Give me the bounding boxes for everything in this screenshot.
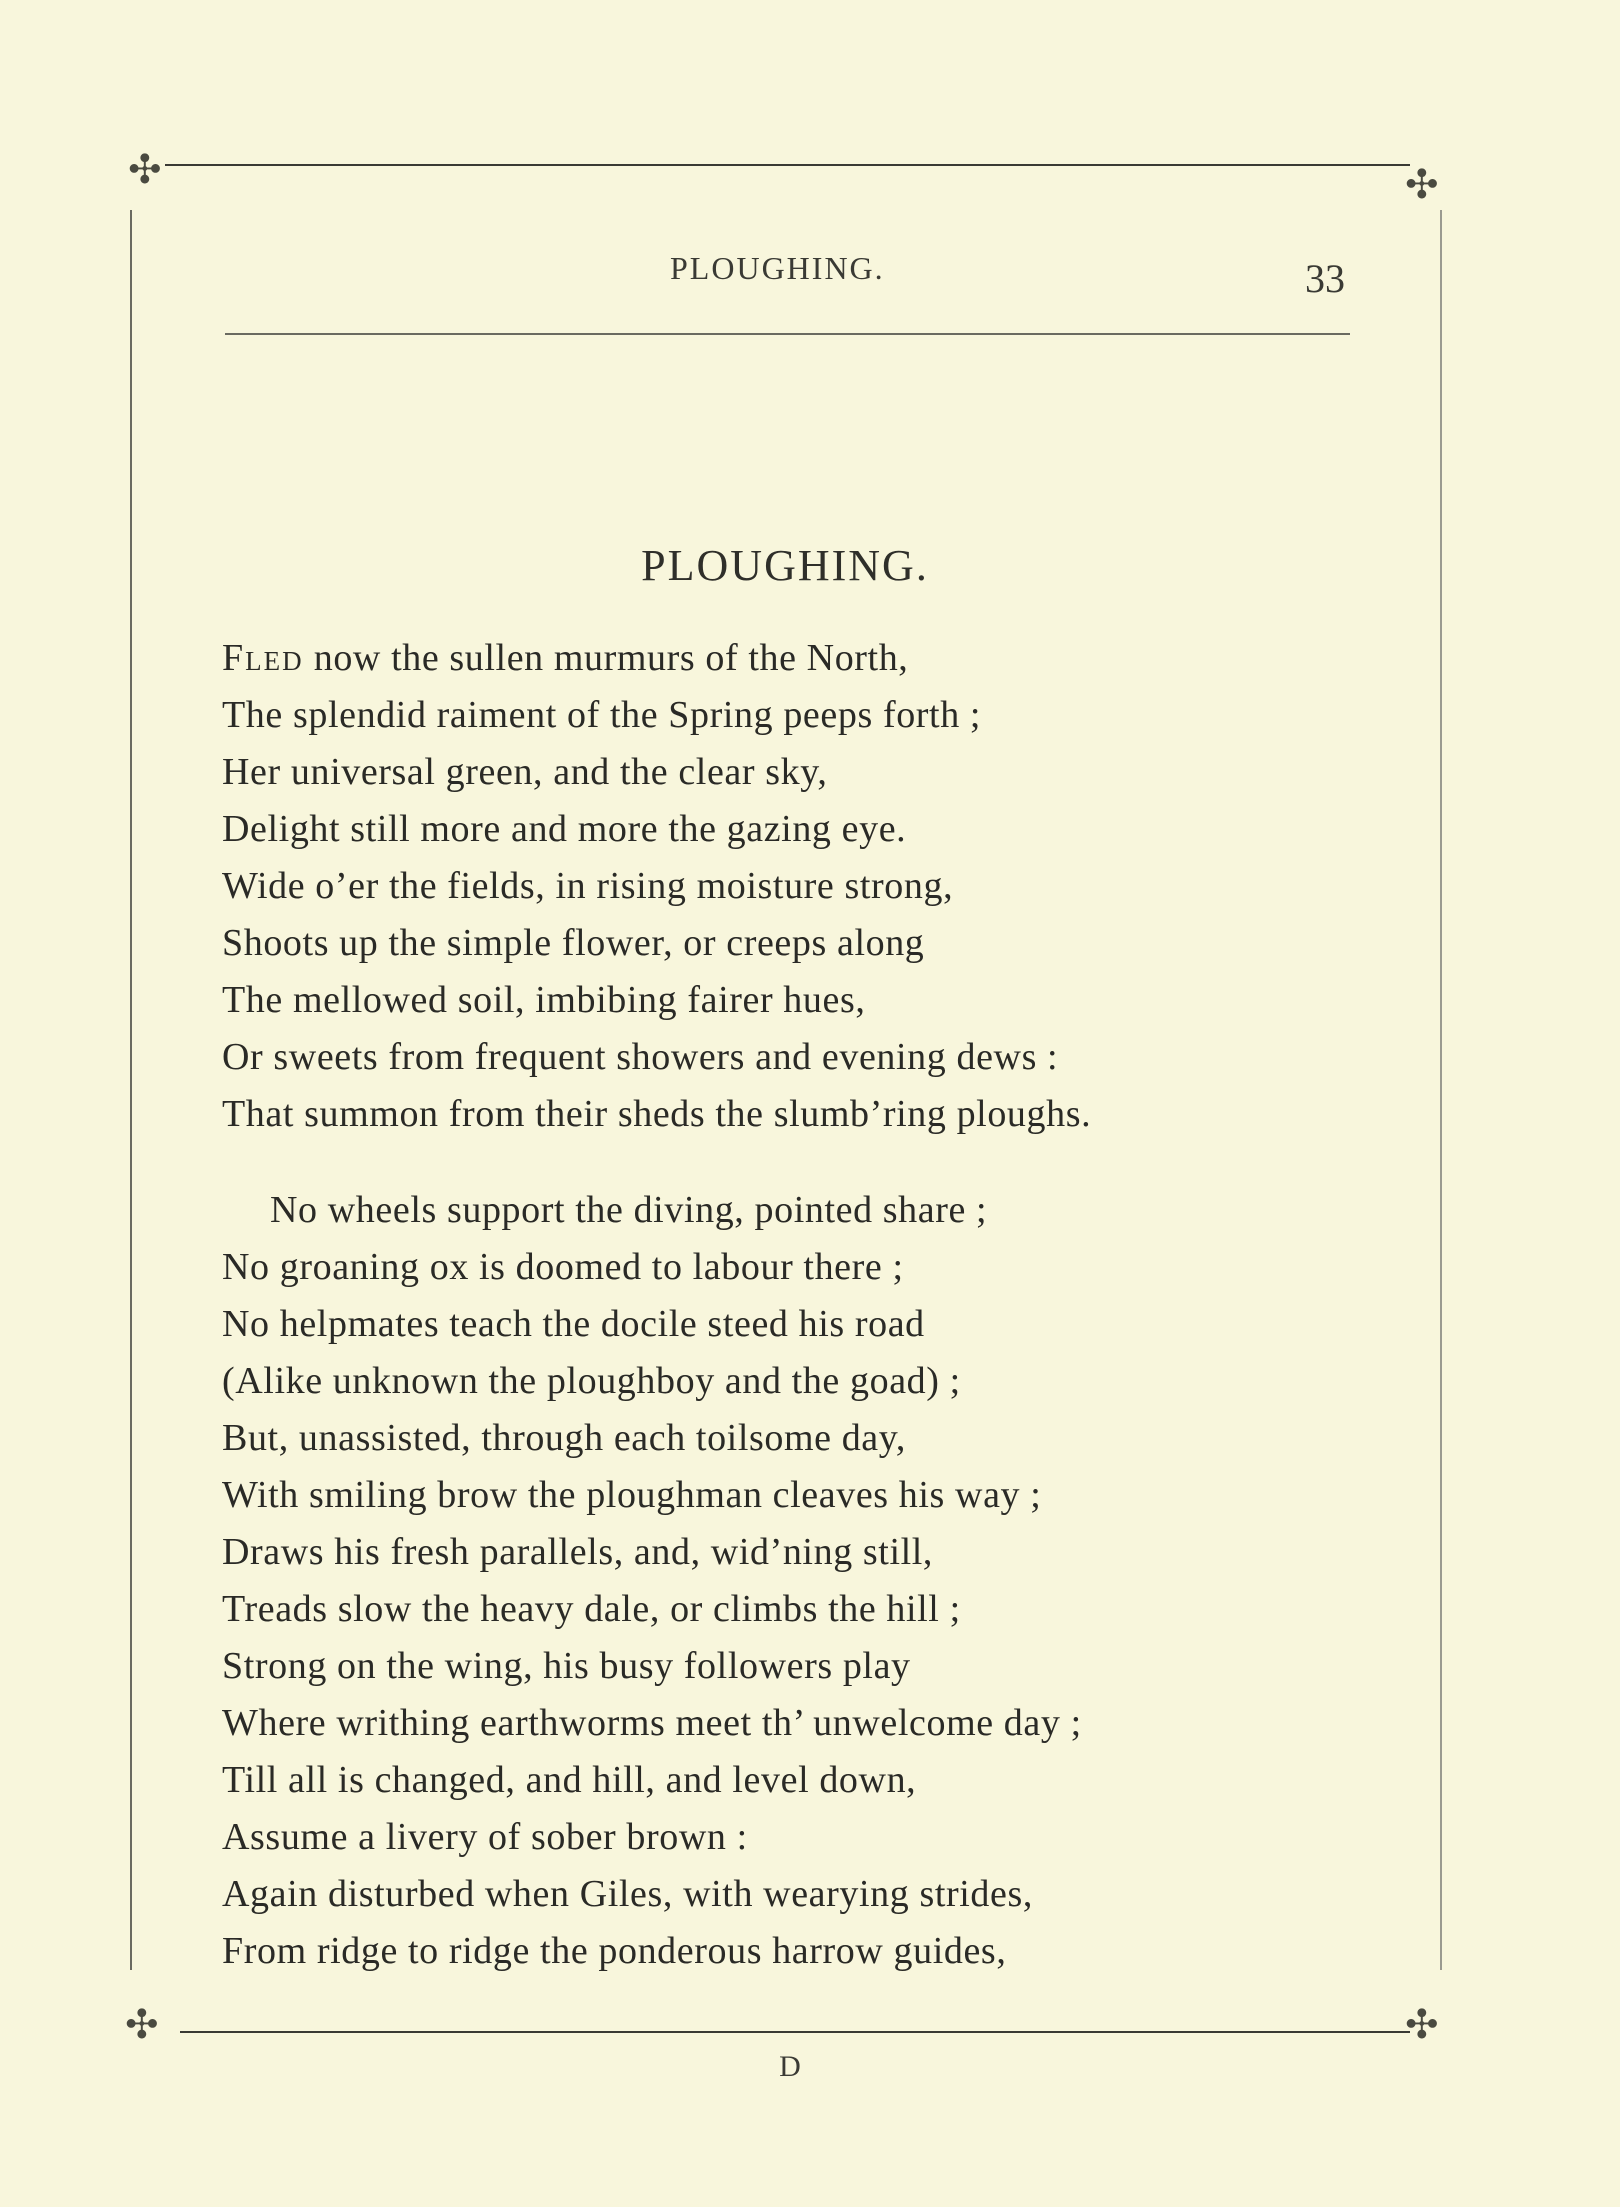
- poem-line: Again disturbed when Giles, with wearying strides,: [222, 1873, 1033, 1915]
- signature-mark: D: [779, 2050, 801, 2083]
- poem-line: Treads slow the heavy dale, or climbs the hill ;: [222, 1588, 961, 1630]
- poem-line: With smiling brow the ploughman cleaves his way ;: [222, 1474, 1042, 1516]
- frame-right-rule: [1440, 210, 1442, 1970]
- poem-line: (Alike unknown the ploughboy and the goad) ;: [222, 1360, 961, 1402]
- corner-ornament-icon: ✣: [128, 147, 162, 193]
- poem-line: [222, 630, 1091, 687]
- poem-line: Delight still more and more the gazing eye.: [222, 808, 907, 850]
- poem-line: The mellowed soil, imbibing fairer hues,: [222, 979, 866, 1021]
- poem-line: Her universal green, and the clear sky,: [222, 751, 828, 793]
- drop-word: Fled: [222, 637, 304, 679]
- frame-left-rule: [130, 210, 132, 1970]
- poem-line: Till all is changed, and hill, and level down,: [222, 1759, 917, 1801]
- poem-title: PLOUGHING.: [641, 541, 929, 590]
- poem-line: Wide o’er the fields, in rising moisture strong,: [222, 865, 954, 907]
- poem-line: Strong on the wing, his busy followers play: [222, 1645, 911, 1687]
- corner-ornament-icon: ✣: [1405, 2002, 1439, 2048]
- poem-line: Assume a livery of sober brown :: [222, 1816, 748, 1858]
- corner-ornament-icon: ✣: [125, 2002, 159, 2048]
- poem-line: Draws his fresh parallels, and, wid’ning still,: [222, 1531, 934, 1573]
- poem-line: Or sweets from frequent showers and evening dews :: [222, 1036, 1059, 1078]
- poem-line: No helpmates teach the docile steed his road: [222, 1303, 925, 1345]
- stanza-1: [222, 630, 1091, 1143]
- running-head: PLOUGHING.: [670, 250, 885, 286]
- page-number: 33: [1305, 256, 1345, 301]
- poem-line: Where writhing earthworms meet th’ unwelcome day ;: [222, 1702, 1082, 1744]
- first-line-text: now the sullen murmurs of the North,: [303, 637, 909, 679]
- header-rule: [225, 333, 1350, 335]
- stanza-2: [222, 1182, 1082, 1980]
- poem-line: No wheels support the diving, pointed share ;: [270, 1189, 988, 1231]
- poem-line: From ridge to ridge the ponderous harrow guides,: [222, 1930, 1007, 1972]
- poem-line: No groaning ox is doomed to labour there ;: [222, 1246, 904, 1288]
- frame-top-rule: [165, 164, 1410, 166]
- poem-line: Shoots up the simple flower, or creeps along: [222, 922, 925, 964]
- frame-bottom-rule: [180, 2031, 1410, 2033]
- poem-line: That summon from their sheds the slumb’ring ploughs.: [222, 1093, 1092, 1135]
- corner-ornament-icon: ✣: [1405, 162, 1439, 208]
- poem-line: The splendid raiment of the Spring peeps forth ;: [222, 694, 982, 736]
- poem-line: But, unassisted, through each toilsome day,: [222, 1417, 907, 1459]
